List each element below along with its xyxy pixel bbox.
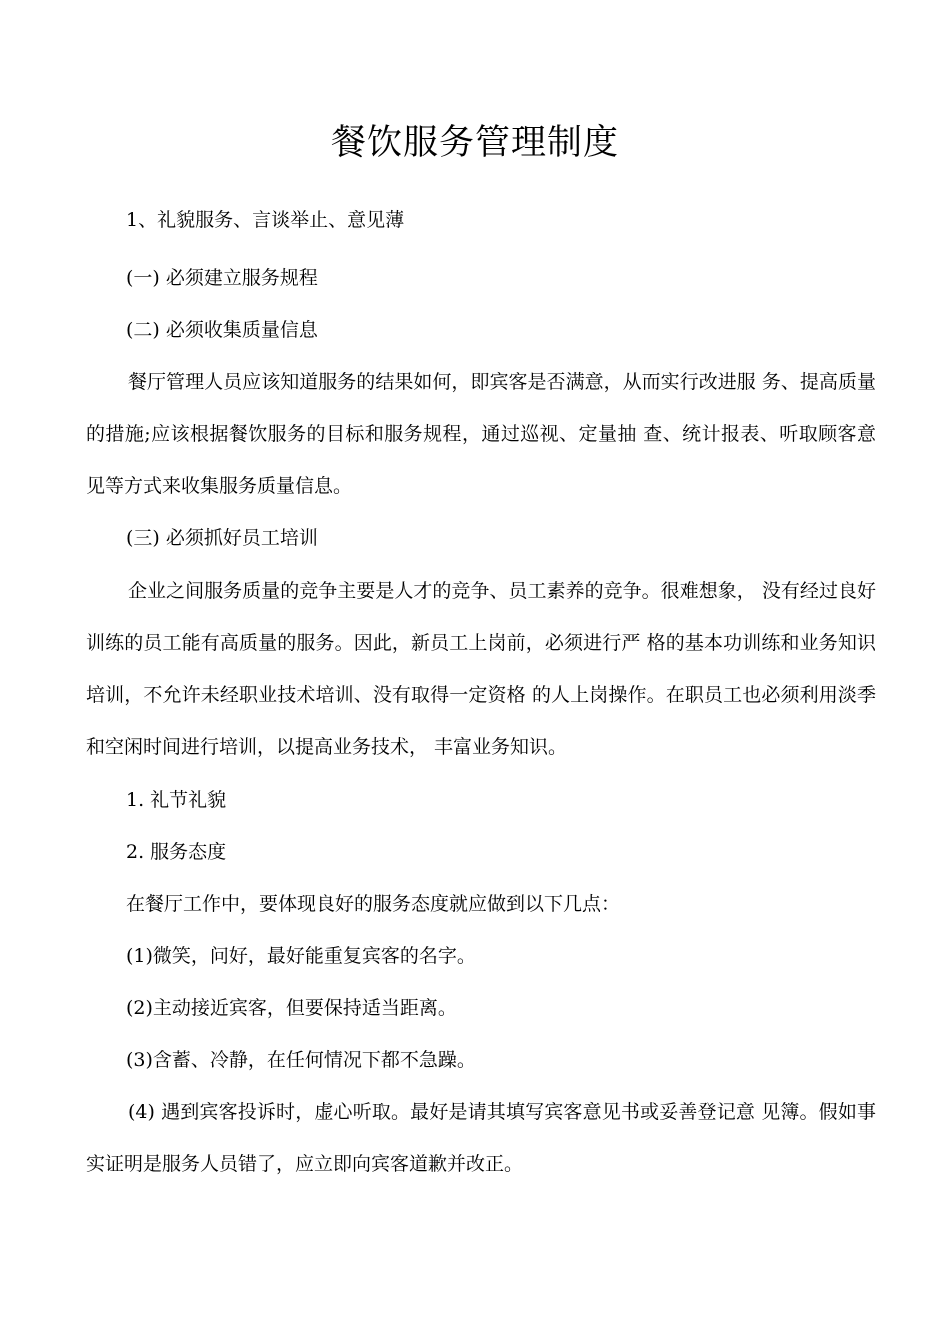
- section-heading: 1、礼貌服务、言谈举止、意见薄: [126, 209, 405, 231]
- document-title: 餐饮服务管理制度: [330, 123, 619, 163]
- list-item: (3)含蓄、冷静，在任何情况下都不急躁。: [126, 1049, 476, 1071]
- list-item: 1. 礼节礼貌: [126, 789, 227, 811]
- paragraph: 企业之间服务质量的竞争主要是人才的竞争、员工素养的竞争。很难想象， 没有经过良好训练的员工能有高质量的服务。因此，新员工上岗前，必须进行严 格的基本功训练和业务知识培训，不允许未经职业技术培训、没有取得一定资格 的人上岗操作。在职员工也必须利用淡季和空闲时间进行培训，以提高业务技术， 丰富业务知识。: [86, 580, 876, 758]
- list-item: (1)微笑，问好，最好能重复宾客的名字。: [126, 945, 476, 967]
- paragraph: 在餐厅工作中，要体现良好的服务态度就应做到以下几点：: [126, 893, 621, 915]
- list-item: (2)主动接近宾客，但要保持适当距离。: [126, 997, 457, 1019]
- paragraph: 餐厅管理人员应该知道服务的结果如何，即宾客是否满意，从而实行改进服 务、提高质量的措施;应该根据餐饮服务的目标和服务规程，通过巡视、定量抽 查、统计报表、听取顾客意见等方式来收集服务质量信息。: [86, 371, 876, 497]
- list-item: (二) 必须收集质量信息: [126, 319, 318, 341]
- list-item: (一) 必须建立服务规程: [126, 267, 318, 289]
- list-item: (三) 必须抓好员工培训: [126, 527, 318, 549]
- list-item: (4) 遇到宾客投诉时，虚心听取。最好是请其填写宾客意见书或妥善登记意 见簿。假如事实证明是服务人员错了，应立即向宾客道歉并改正。: [86, 1101, 876, 1175]
- list-item: 2. 服务态度: [126, 841, 227, 863]
